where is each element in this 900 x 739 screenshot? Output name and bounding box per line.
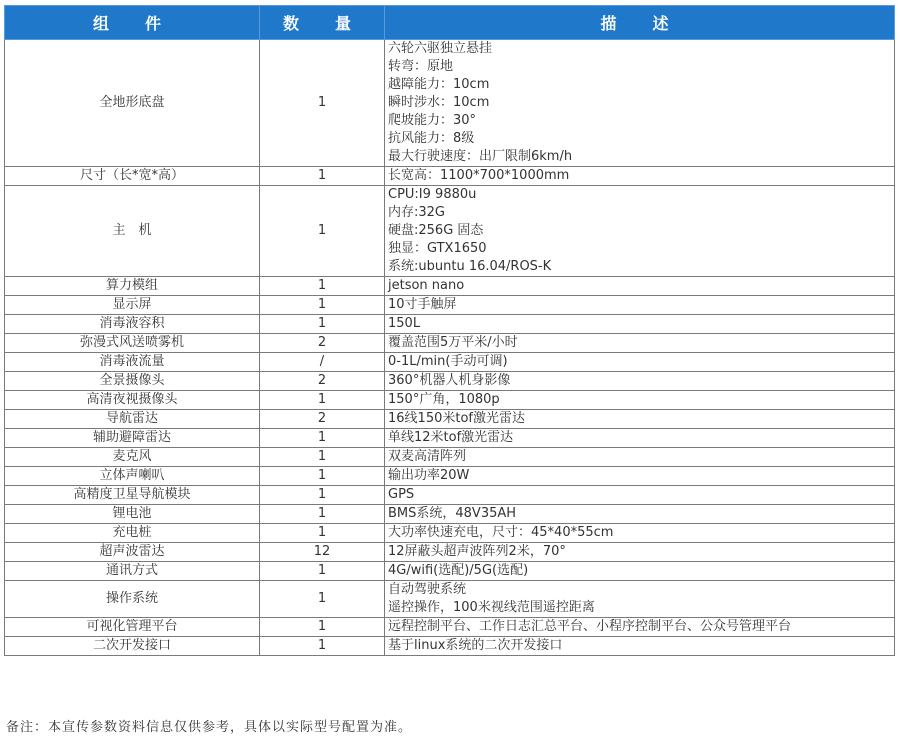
description-line: 独显：GTX1650: [388, 241, 487, 256]
description-line: 0-1L/min(手动可调): [388, 354, 508, 369]
description-line: 基于linux系统的二次开发接口: [388, 638, 563, 653]
component-description: [385, 505, 895, 524]
component-name: 可视化管理平台: [5, 618, 260, 637]
component-name: 通讯方式: [5, 562, 260, 581]
description-line: jetson nano: [388, 278, 465, 293]
component-name: 导航雷达: [5, 410, 260, 429]
table-row: [5, 448, 895, 467]
component-description: [385, 391, 895, 410]
component-quantity: 1: [260, 277, 385, 296]
description-line: 瞬时涉水：10cm: [388, 95, 490, 110]
header-description: 描 述: [385, 6, 895, 40]
component-description: [385, 637, 895, 656]
table-row: [5, 505, 895, 524]
component-quantity: 1: [260, 391, 385, 410]
component-quantity: 1: [260, 505, 385, 524]
component-description: [385, 467, 895, 486]
description-line: CPU:I9 9880u: [388, 187, 477, 202]
table-row: [5, 562, 895, 581]
description-line: 自动驾驶系统: [388, 582, 467, 597]
table-row: [5, 637, 895, 656]
description-line: 转弯：原地: [388, 59, 454, 74]
table-row: [5, 277, 895, 296]
component-description: [385, 486, 895, 505]
description-line: 长宽高：1100*700*1000mm: [388, 168, 570, 183]
component-quantity: 1: [260, 296, 385, 315]
description-line: 360°机器人机身影像: [388, 373, 511, 388]
table-row: [5, 467, 895, 486]
description-line: 12屏蔽头超声波阵列2米，70°: [388, 544, 566, 559]
table-row: [5, 581, 895, 618]
table-row: [5, 372, 895, 391]
component-name: 显示屏: [5, 296, 260, 315]
table-row: [5, 486, 895, 505]
component-quantity: 2: [260, 410, 385, 429]
table-row: [5, 618, 895, 637]
component-quantity: 1: [260, 315, 385, 334]
component-name: 高清夜视摄像头: [5, 391, 260, 410]
spec-table: [4, 5, 895, 656]
description-line: 覆盖范围5万平米/小时: [388, 335, 518, 350]
component-name: 消毒液流量: [5, 353, 260, 372]
table-header-row: [5, 6, 895, 40]
component-quantity: 1: [260, 448, 385, 467]
component-name: 麦克风: [5, 448, 260, 467]
description-line: 抗风能力：8级: [388, 131, 475, 146]
description-line: 大功率快速充电，尺寸：45*40*55cm: [388, 525, 614, 540]
component-description: [385, 410, 895, 429]
description-line: 爬坡能力：30°: [388, 113, 477, 128]
table-row: [5, 40, 895, 167]
component-description: [385, 277, 895, 296]
description-line: 16线150米tof激光雷达: [388, 411, 525, 426]
component-name: 高精度卫星导航模块: [5, 486, 260, 505]
component-description: [385, 581, 895, 618]
component-name: 辅助避障雷达: [5, 429, 260, 448]
component-quantity: 1: [260, 637, 385, 656]
component-name: 消毒液容积: [5, 315, 260, 334]
table-body: [5, 40, 895, 656]
table-row: [5, 315, 895, 334]
component-quantity: 2: [260, 372, 385, 391]
component-description: [385, 372, 895, 391]
component-description: [385, 315, 895, 334]
description-line: 远程控制平台、工作日志汇总平台、小程序控制平台、公众号管理平台: [388, 619, 792, 634]
component-quantity: 1: [260, 524, 385, 543]
component-quantity: 1: [260, 581, 385, 618]
component-description: [385, 296, 895, 315]
header-component: 组 件: [5, 6, 260, 40]
component-description: [385, 562, 895, 581]
table-row: [5, 524, 895, 543]
table-row: [5, 391, 895, 410]
table-row: [5, 410, 895, 429]
component-name: 锂电池: [5, 505, 260, 524]
footnote: 备注：本宣传参数资料信息仅供参考，具体以实际型号配置为准。: [6, 720, 413, 735]
description-line: 内存:32G: [388, 205, 445, 220]
component-quantity: /: [260, 353, 385, 372]
description-line: 六轮六驱独立悬挂: [388, 41, 493, 56]
description-line: 硬盘:256G 固态: [388, 223, 484, 238]
component-description: [385, 167, 895, 186]
table-row: [5, 296, 895, 315]
component-name: 算力模组: [5, 277, 260, 296]
component-name: 立体声喇叭: [5, 467, 260, 486]
component-quantity: 1: [260, 40, 385, 167]
description-line: 10寸手触屏: [388, 297, 457, 312]
component-name: 主 机: [5, 186, 260, 277]
component-name: 超声波雷达: [5, 543, 260, 562]
table-row: [5, 543, 895, 562]
component-quantity: 12: [260, 543, 385, 562]
description-line: 150L: [388, 316, 421, 331]
component-quantity: 1: [260, 486, 385, 505]
component-quantity: 1: [260, 167, 385, 186]
component-name: 弥漫式风送喷雾机: [5, 334, 260, 353]
description-line: 4G/wifi(选配)/5G(选配): [388, 563, 529, 578]
description-line: 输出功率20W: [388, 468, 470, 483]
table-row: [5, 429, 895, 448]
component-description: [385, 543, 895, 562]
component-description: [385, 429, 895, 448]
component-quantity: 1: [260, 618, 385, 637]
component-description: [385, 618, 895, 637]
component-description: [385, 334, 895, 353]
description-line: 最大行驶速度：出厂限制6km/h: [388, 149, 573, 164]
description-line: BMS系统，48V35AH: [388, 506, 517, 521]
component-name: 全地形底盘: [5, 40, 260, 167]
component-description: [385, 353, 895, 372]
description-line: 越障能力：10cm: [388, 77, 490, 92]
table-row: [5, 167, 895, 186]
description-line: 遥控操作，100米视线范围遥控距离: [388, 600, 595, 615]
component-description: [385, 448, 895, 467]
header-quantity: 数 量: [260, 6, 385, 40]
description-line: 双麦高清阵列: [388, 449, 467, 464]
component-description: [385, 186, 895, 277]
table-row: [5, 353, 895, 372]
component-name: 充电桩: [5, 524, 260, 543]
component-description: [385, 524, 895, 543]
component-quantity: 1: [260, 467, 385, 486]
description-line: 单线12米tof激光雷达: [388, 430, 514, 445]
component-quantity: 1: [260, 429, 385, 448]
component-name: 二次开发接口: [5, 637, 260, 656]
component-description: [385, 40, 895, 167]
table-row: [5, 186, 895, 277]
component-name: 全景摄像头: [5, 372, 260, 391]
component-quantity: 1: [260, 562, 385, 581]
description-line: 150°广角，1080p: [388, 392, 500, 407]
component-quantity: 1: [260, 186, 385, 277]
component-quantity: 2: [260, 334, 385, 353]
component-name: 尺寸（长*宽*高）: [5, 167, 260, 186]
table-row: [5, 334, 895, 353]
description-line: GPS: [388, 487, 415, 502]
component-name: 操作系统: [5, 581, 260, 618]
description-line: 系统:ubuntu 16.04/ROS-K: [388, 259, 552, 274]
